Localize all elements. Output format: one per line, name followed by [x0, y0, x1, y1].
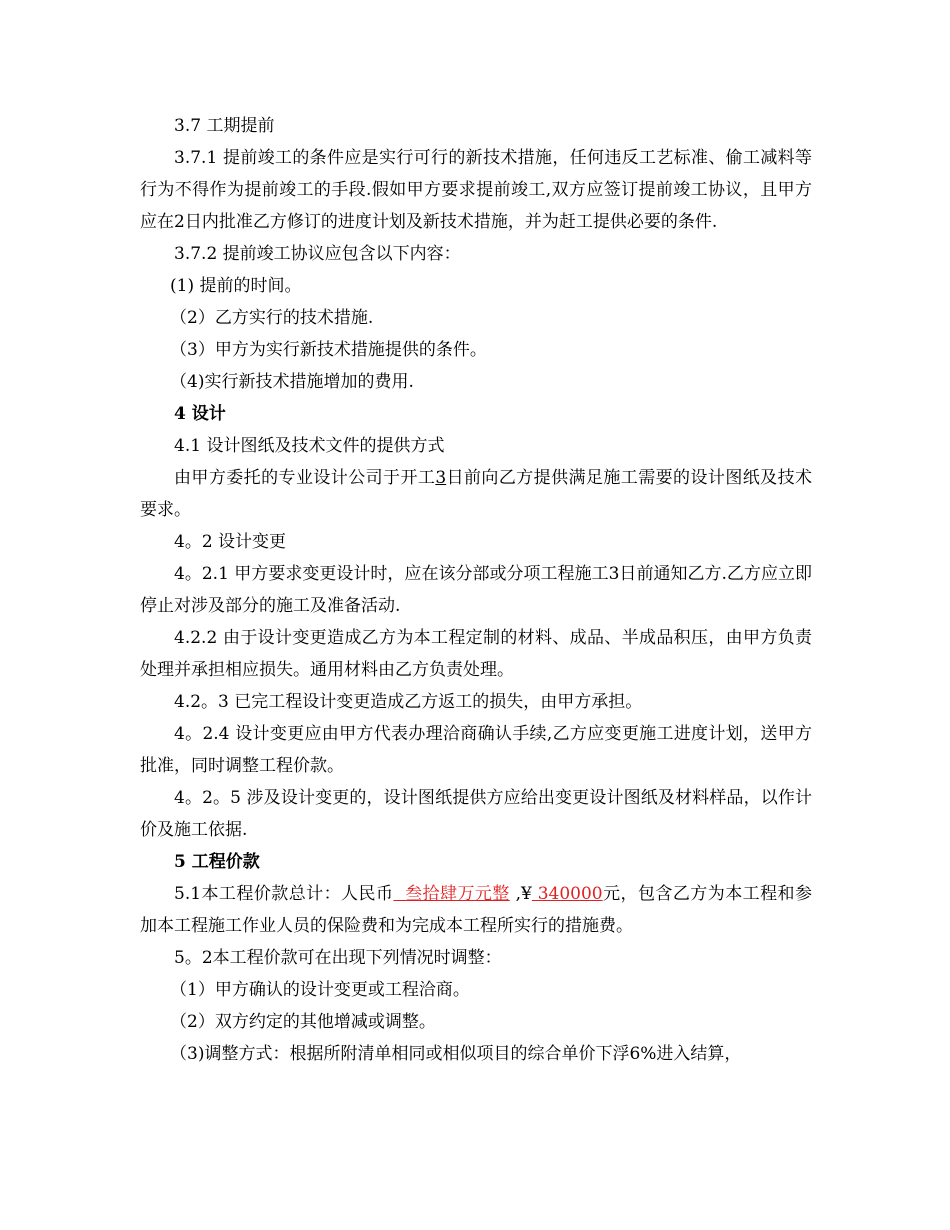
section-4-heading: 4 设计	[174, 404, 226, 424]
list-item: （2）双方约定的其他增减或调整。	[170, 1012, 436, 1032]
paragraph-4-2-1: 4。2.1 甲方要求变更设计时，应在该分部或分项工程施工3日前通知乙方.乙方应立即停止对涉及部分的施工及准备活动.	[140, 564, 812, 616]
list-item: (1) 提前的时间。	[170, 276, 302, 296]
text-run: ,¥	[509, 884, 532, 904]
section-3-7-heading: 3.7 工期提前	[174, 116, 275, 136]
section-4-1-heading: 4.1 设计图纸及技术文件的提供方式	[174, 436, 445, 456]
underlined-days: 3	[435, 468, 447, 488]
paragraph-4-2-3: 4.2。3 已完工程设计变更造成乙方返工的损失，由甲方承担。	[174, 692, 643, 712]
list-item: （3)调整方式：根据所附清单相同或相似项目的综合单价下浮6%进入结算，	[170, 1044, 742, 1064]
text-run: 5.1本工程价款总计：人民币	[174, 884, 394, 904]
paragraph-4-2-5: 4。2。5 涉及设计变更的，设计图纸提供方应给出变更设计图纸及材料样品，以作计价及施工依据.	[140, 788, 812, 840]
paragraph-5-2: 5。2本工程价款可在出现下列情况时调整：	[174, 948, 502, 968]
amount-in-words: 叁拾肆万元整	[393, 884, 510, 904]
section-5-heading: 5 工程价款	[174, 852, 260, 872]
text-run: 元，包含乙方为本工程和参加本工程施工作业人员的保险费和为完成本工程所实行的措施费。	[140, 884, 812, 936]
list-item: （1）甲方确认的设计变更或工程洽商。	[170, 980, 470, 1000]
text-run: 日前向乙方提供满足施工需要的设计图纸及技术要求。	[140, 468, 813, 520]
paragraph-3-7-1: 3.7.1 提前竣工的条件应是实行可行的新技术措施，任何违反工艺标准、偷工减料等行为不得作为提前竣工的手段.假如甲方要求提前竣工,双方应签订提前竣工协议，且甲方应在2日内批准乙方修订的进度计划及新技术措施，并为赶工提供必要的条件.	[140, 148, 812, 232]
amount-number: 340000	[531, 884, 603, 904]
paragraph-4-2-4: 4。2.4 设计变更应由甲方代表办理洽商确认手续,乙方应变更施工进度计划，送甲方批准，同时调整工程价款。	[140, 724, 812, 776]
paragraph-3-7-2: 3.7.2 提前竣工协议应包含以下内容：	[174, 244, 461, 264]
section-4-2-heading: 4。2 设计变更	[174, 532, 287, 552]
paragraph-4-2-2: 4.2.2 由于设计变更造成乙方为本工程定制的材料、成品、半成品积压，由甲方负责处理并承担相应损失。通用材料由乙方负责处理。	[140, 628, 812, 680]
paragraph-4-1-body	[140, 462, 812, 526]
text-run: 由甲方委托的专业设计公司于开工	[174, 468, 436, 488]
document-body	[140, 110, 812, 1070]
list-item: （2）乙方实行的技术措施.	[170, 308, 374, 328]
paragraph-5-1	[140, 878, 812, 942]
list-item: （4)实行新技术措施增加的费用.	[170, 372, 414, 392]
list-item: （3）甲方为实行新技术措施提供的条件。	[170, 340, 487, 360]
